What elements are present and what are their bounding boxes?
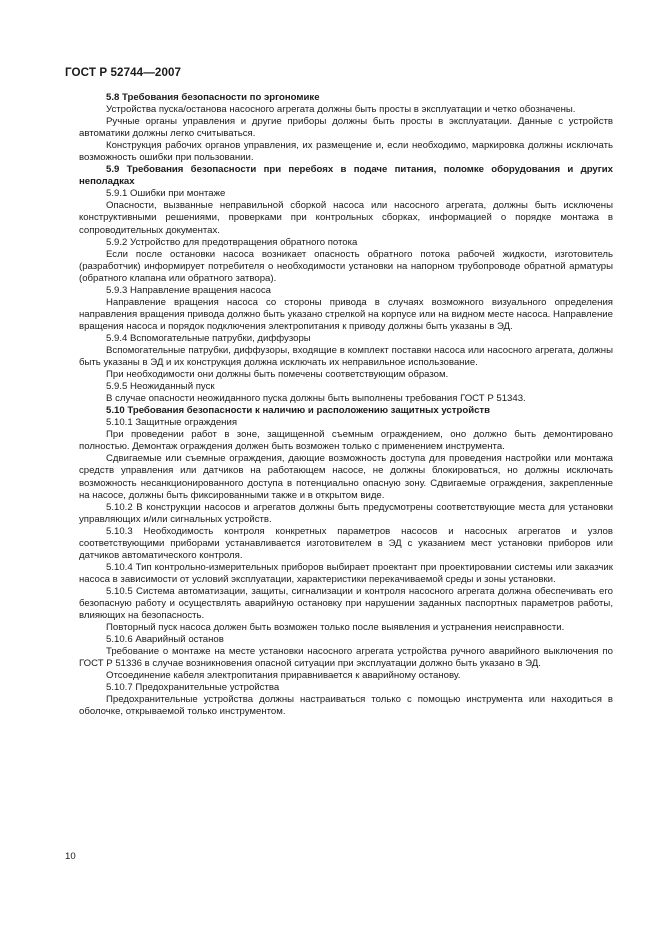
page-number: 10 <box>65 851 76 862</box>
paragraph: Конструкция рабочих органов управления, их размещение и, если необходимо, маркировка должны исключать возможность ошибки при пользовании. <box>79 140 613 164</box>
paragraph: 5.10.3 Необходимость контроля конкретных параметров насосов и насосных агрегатов и узлов соответствующими приборами устанавливается изготовителем в ЭД с указанием мест установки приборов или датчиков автоматического контроля. <box>79 525 613 561</box>
subsection-heading: 5.9.4 Вспомогательные патрубки, диффузоры <box>106 332 311 344</box>
section-heading: 5.8 Требования безопасности по эргономике <box>106 92 320 103</box>
paragraph: Требование о монтаже на месте установки насосного агрегата устройства ручного аварийного выключения по ГОСТ Р 51336 в случае возникновения опасной ситуации при эксплуатации должно быть указано в ЭД. <box>79 646 613 670</box>
paragraph: Устройства пуска/останова насосного агрегата должны быть просты в эксплуатации и четко обозначены. <box>106 104 576 116</box>
subsection-heading: 5.9.5 Неожиданный пуск <box>106 381 215 393</box>
paragraph: Если после остановки насоса возникает опасность обратного потока рабочей жидкости, изготовитель (разработчик) информирует потребителя о необходимости установки на напорном трубопроводе обратной арматуры (обратного клапана или обратного затвора). <box>79 248 613 284</box>
paragraph: Ручные органы управления и другие приборы должны быть просты в эксплуатации. Данные с устройств автоматики должны легко считываться. <box>79 116 613 140</box>
subsection-heading: 5.9.1 Ошибки при монтаже <box>106 188 226 200</box>
paragraph: Отсоединение кабеля электропитания приравнивается к аварийному останову. <box>106 670 461 682</box>
subsection-heading: 5.10.6 Аварийный останов <box>106 634 224 646</box>
subsection-heading: 5.10.1 Защитные ограждения <box>106 417 238 429</box>
paragraph: Предохранительные устройства должны настраиваться только с помощью инструмента или находиться в оболочке, открываемой только инструментом. <box>79 694 613 718</box>
section-heading: 5.9 Требования безопасности при перебоях в подаче питания, поломке оборудования и других неполадках <box>79 164 613 188</box>
paragraph: В случае опасности неожиданного пуска должны быть выполнены требования ГОСТ Р 51343. <box>106 393 526 405</box>
subsection-heading: 5.9.3 Направление вращения насоса <box>106 284 272 296</box>
document-body <box>79 92 613 718</box>
paragraph: Вспомогательные патрубки, диффузоры, входящие в комплект поставки насоса или насосного агрегата, должны быть указаны в ЭД и их конструкция должна исключать их неправильное использование. <box>79 344 613 369</box>
subsection-heading: 5.9.2 Устройство для предотвращения обратного потока <box>106 236 358 248</box>
paragraph: 5.10.5 Система автоматизации, защиты, сигнализации и контроля насосного агрегата должна обеспечивать его безопасную работу и осуществлять аварийную остановку при нарушении заданных паспортных параметров работы, влияющих на безопасность. <box>79 585 613 622</box>
paragraph: Направление вращения насоса со стороны привода в случаях возможного визуального определения направления вращения привода должно быть указано стрелкой на корпусе или на видном месте насоса. Направление вращения насоса и порядок подключения электропитания к приводу должны быть указаны в ЭД. <box>79 296 613 332</box>
section-heading: 5.10 Требования безопасности к наличию и расположению защитных устройств <box>106 405 491 417</box>
subsection-heading: 5.10.7 Предохранительные устройства <box>106 682 280 694</box>
paragraph: При необходимости они должны быть помечены соответствующим образом. <box>106 369 449 381</box>
paragraph: 5.10.2 В конструкции насосов и агрегатов должны быть предусмотрены соответствующие места для установки управляющих и/или сигнальных устройств. <box>79 501 613 525</box>
paragraph: Повторный пуск насоса должен быть возможен только после выявления и устранения неисправности. <box>106 622 565 634</box>
document-header: ГОСТ Р 52744—2007 <box>65 66 182 79</box>
paragraph: 5.10.4 Тип контрольно-измерительных приборов выбирает проектант при проектировании системы или заказчик насоса в зависимости от условий эксплуатации, характеристики перекачиваемой среды и зоны установки. <box>79 561 613 585</box>
paragraph: Опасности, вызванные неправильной сборкой насоса или насосного агрегата, должны быть исключены конструктивными решениями, проверками при контрольных сборках, информацией о порядке монтажа в сопроводительных документах. <box>79 200 613 236</box>
paragraph: При проведении работ в зоне, защищенной съемным ограждением, оно должно быть демонтировано полностью. Демонтаж ограждения должен быть возможен только с применением инструмента. <box>79 429 613 453</box>
paragraph: Сдвигаемые или съемные ограждения, дающие возможность доступа для проведения настройки или монтажа средств управления или датчиков на работающем насосе, не должны блокироваться, но должны исключать возможность несанкционированного доступа в потенциально опасную зону. Сдвигаемые ограждения, закрепленные на насосе, должны быть фиксированными также и в открытом виде. <box>79 453 613 501</box>
